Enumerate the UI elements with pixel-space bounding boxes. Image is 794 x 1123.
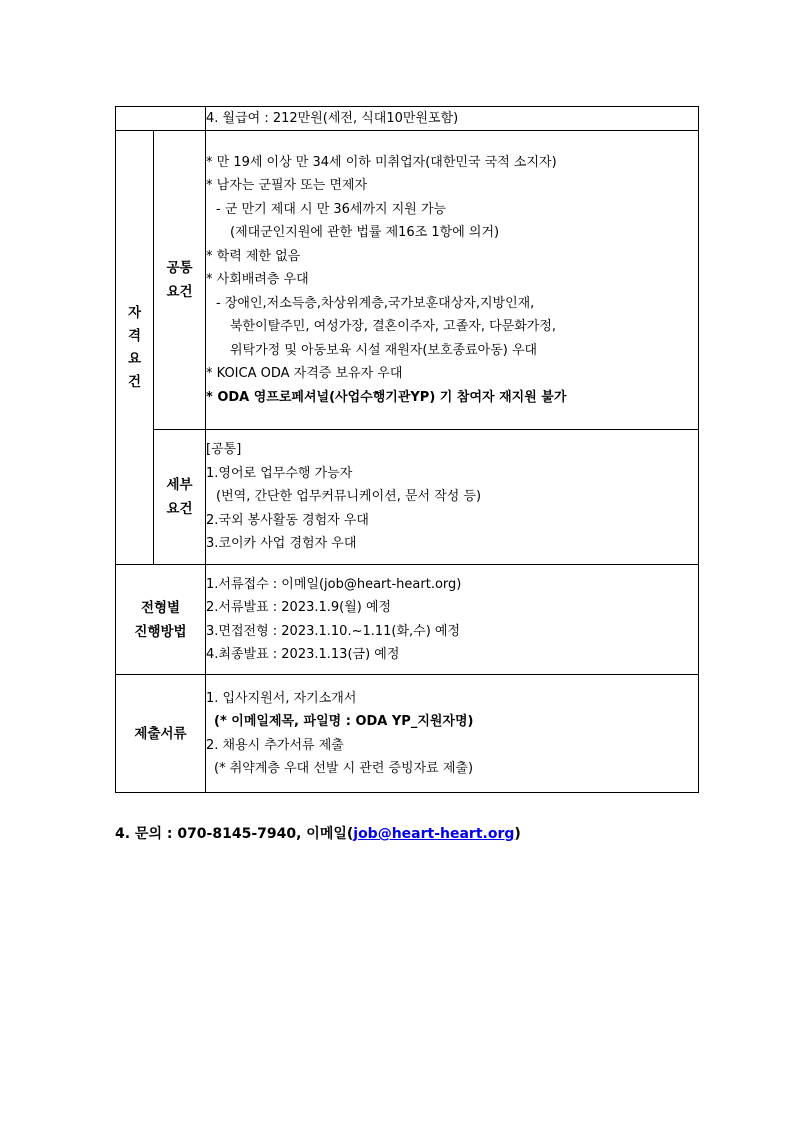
documents-line: (* 취약계층 우대 선발 시 관련 증빙자료 제출)	[214, 761, 474, 776]
salary-row	[116, 107, 699, 131]
detail-line: [공통]	[206, 442, 242, 458]
common-line: * 학력 제한 없음	[206, 248, 301, 264]
qualification-label-char: 요	[127, 350, 142, 367]
documents-content	[206, 675, 699, 793]
common-line: * KOICA ODA 자격증 보유자 우대	[206, 366, 403, 382]
qualification-label-char: 건	[127, 373, 142, 390]
salary-text: 4. 월급여 : 212만원(세전, 식대10만원포함)	[206, 107, 699, 131]
contact-suffix: )	[514, 826, 521, 842]
process-row	[116, 565, 699, 675]
common-line: - 군 만기 제대 시 만 36세까지 지원 가능	[216, 201, 447, 217]
common-line-bold: * ODA 영프로페셔널(사업수행기관YP) 기 참여자 재지원 불가	[206, 389, 567, 405]
common-requirements-row	[116, 131, 699, 430]
common-line: * 남자는 군필자 또는 면제자	[206, 178, 368, 194]
detail-label-line: 세부	[166, 477, 193, 493]
detail-line: 3.코이카 사업 경험자 우대	[206, 536, 357, 552]
documents-row	[116, 675, 699, 793]
common-line: 위탁가정 및 아동보육 시설 재원자(보호종료아동) 우대	[230, 342, 538, 358]
detail-line: (번역, 간단한 업무커뮤니케이션, 문서 작성 등)	[216, 489, 482, 505]
detail-line: 2.국외 봉사활동 경험자 우대	[206, 512, 369, 528]
salary-empty-cell	[116, 107, 206, 131]
detail-requirements-label	[154, 430, 206, 565]
process-label-line: 진행방법	[134, 623, 187, 640]
documents-line-bold: (* 이메일제목, 파일명 : ODA YP_지원자명)	[214, 714, 474, 729]
process-line: 4.최종발표 : 2023.1.13(금) 예정	[206, 647, 400, 662]
qualification-label	[116, 131, 154, 565]
common-label-line: 요건	[166, 284, 193, 300]
process-label-line: 전형별	[140, 599, 181, 616]
recruitment-table	[115, 106, 699, 793]
contact-email-link[interactable]: job@heart-heart.org	[353, 826, 515, 842]
contact-prefix: 4. 문의 : 070-8145-7940, 이메일(	[115, 826, 354, 842]
common-requirements-label	[154, 131, 206, 430]
qualification-label-char: 자	[127, 304, 142, 321]
process-content	[206, 565, 699, 675]
common-line: - 장애인,저소득층,차상위계층,국가보훈대상자,지방인재,	[216, 295, 535, 311]
documents-label: 제출서류	[116, 675, 206, 793]
documents-line: 1. 입사지원서, 자기소개서	[206, 690, 357, 706]
documents-line: 2. 채용시 추가서류 제출	[206, 737, 344, 753]
common-label-line: 공통	[166, 260, 193, 276]
process-label	[116, 565, 206, 675]
detail-requirements-content	[206, 430, 699, 565]
common-line: (제대군인지원에 관한 법률 제16조 1항에 의거)	[230, 225, 500, 241]
process-line: 2.서류발표 : 2023.1.9(월) 예정	[206, 600, 392, 615]
detail-line: 1.영어로 업무수행 가능자	[206, 465, 353, 481]
qualification-label-char: 격	[127, 327, 142, 344]
process-line: 1.서류접수 : 이메일(job@heart-heart.org)	[206, 576, 462, 592]
common-line: * 사회배려층 우대	[206, 272, 309, 288]
common-requirements-content	[206, 131, 699, 430]
detail-label-line: 요건	[166, 501, 193, 517]
process-line: 3.면접전형 : 2023.1.10.~1.11(화,수) 예정	[206, 623, 461, 639]
contact-line	[115, 822, 521, 846]
common-line: * 만 19세 이상 만 34세 이하 미취업자(대한민국 국적 소지자)	[206, 154, 557, 170]
common-line: 북한이탈주민, 여성가장, 결혼이주자, 고졸자, 다문화가정,	[230, 319, 557, 335]
detail-requirements-row	[116, 430, 699, 565]
